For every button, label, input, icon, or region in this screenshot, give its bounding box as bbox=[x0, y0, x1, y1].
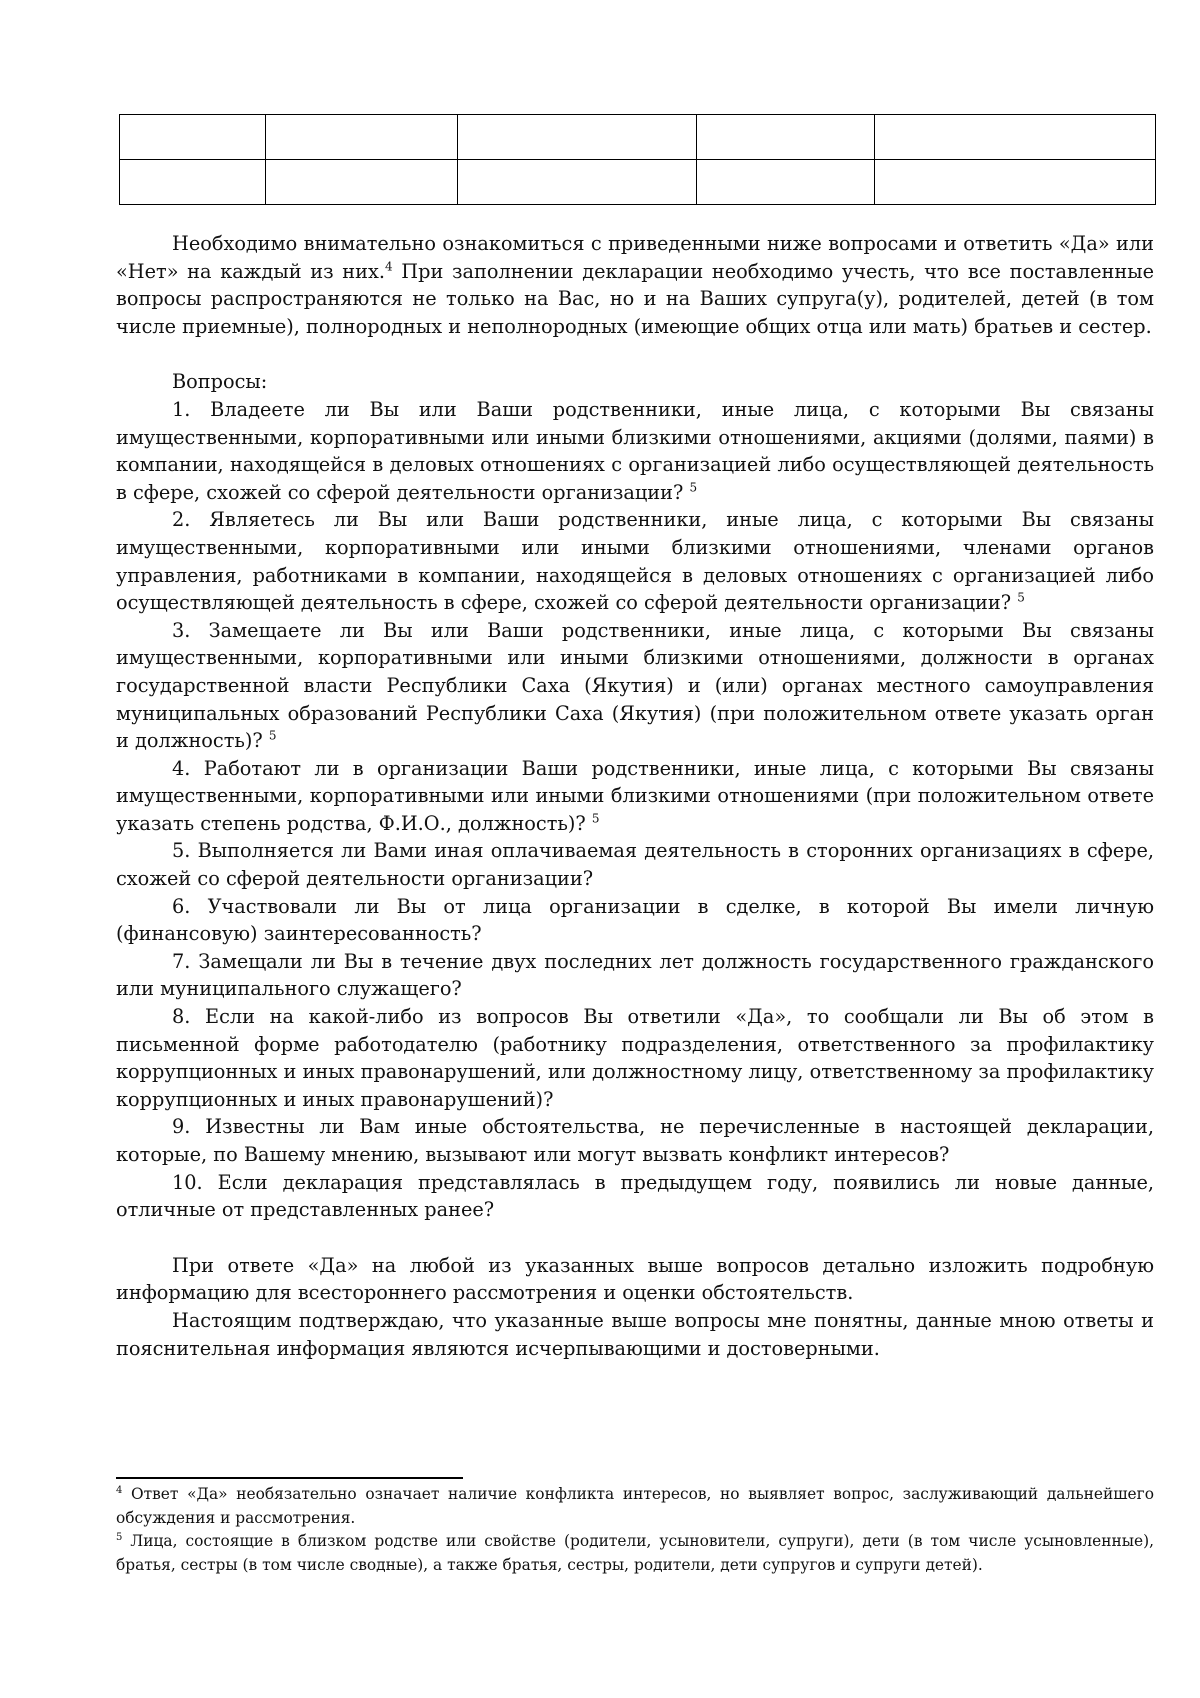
table-cell[interactable] bbox=[266, 160, 458, 205]
question-item bbox=[116, 617, 1154, 755]
intro-text-continued: При заполнении декларации необходимо учесть, что все поставленные вопросы распространяются не только на Вас, но и на Ваших супруга(у), родителей, детей (в том числе приемные), полнородных и неполнородных (имеющие общих отца или мать) братьев и сестер. bbox=[116, 259, 1154, 338]
question-text: 10. Если декларация представлялась в предыдущем году, появились ли новые данные, отличные от представленных ранее? bbox=[116, 1170, 1154, 1222]
table-cell[interactable] bbox=[458, 115, 697, 160]
footnotes bbox=[116, 1483, 1154, 1577]
table-cell[interactable] bbox=[697, 160, 875, 205]
question-text: 4. Работают ли в организации Ваши родственники, иные лица, с которыми Вы связаны имущественными, корпоративными или иными близкими отношениями (при положительном ответе указать степень родства, Ф.И.О., должность)? bbox=[116, 756, 1154, 835]
footnote-mark: 5 bbox=[116, 1531, 123, 1543]
question-item bbox=[116, 755, 1154, 838]
questions-heading: Вопросы: bbox=[172, 370, 268, 394]
table-cell[interactable] bbox=[458, 160, 697, 205]
table-cell[interactable] bbox=[266, 115, 458, 160]
footnote-ref: 5 bbox=[268, 728, 277, 743]
table-cell[interactable] bbox=[120, 115, 266, 160]
footnote-divider bbox=[116, 1477, 463, 1479]
document-body bbox=[116, 230, 1154, 1362]
table-cell[interactable] bbox=[875, 160, 1156, 205]
table-cell[interactable] bbox=[875, 115, 1156, 160]
footnote-item bbox=[116, 1530, 1154, 1577]
question-item bbox=[116, 1003, 1154, 1113]
question-item bbox=[116, 837, 1154, 892]
question-item bbox=[116, 893, 1154, 948]
footnote-ref: 5 bbox=[689, 480, 698, 495]
footnote-ref: 5 bbox=[591, 811, 600, 826]
footnote-ref: 5 bbox=[1017, 590, 1025, 605]
declaration-table bbox=[119, 114, 1156, 205]
table-cell[interactable] bbox=[697, 115, 875, 160]
question-item bbox=[116, 948, 1154, 1003]
table-cell[interactable] bbox=[120, 160, 266, 205]
intro-text: Необходимо внимательно ознакомиться с приведенными ниже вопросами и ответить «Да» или «Нет» на каждый из них. bbox=[116, 232, 1154, 283]
question-text: 7. Замещали ли Вы в течение двух последних лет должность государственного гражданского или муниципального служащего? bbox=[116, 949, 1154, 1001]
footnote-text: Лица, состоящие в близком родстве или свойстве (родители, усыновители, супруги), дети (в том числе усыновленные), братья, сестры (в том числе сводные), а также братья, сестры, родители, дети супругов и супруги детей). bbox=[116, 1532, 1154, 1574]
closing-paragraph: При ответе «Да» на любой из указанных выше вопросов детально изложить подробную информацию для всестороннего рассмотрения и оценки обстоятельств. bbox=[116, 1253, 1154, 1305]
intro-paragraph bbox=[116, 230, 1154, 340]
question-text: 9. Известны ли Вам иные обстоятельства, не перечисленные в настоящей декларации, которые, по Вашему мнению, вызывают или могут вызвать конфликт интересов? bbox=[116, 1115, 1154, 1166]
footnote-mark: 4 bbox=[116, 1484, 123, 1496]
question-item bbox=[116, 1113, 1154, 1168]
confirmation-paragraph: Настоящим подтверждаю, что указанные выше вопросы мне понятны, данные мною ответы и пояснительная информация являются исчерпывающими и достоверными. bbox=[116, 1308, 1154, 1360]
question-item bbox=[116, 506, 1154, 616]
table-row bbox=[120, 160, 1156, 205]
question-text: 1. Владеете ли Вы или Ваши родственники, иные лица, с которыми Вы связаны имущественными, корпоративными или иными близкими отношениями, акциями (долями, паями) в компании, находящейся в деловых отношениях с организацией либо осуществляющей деятельность в сфере, схожей со сферой деятельности организации? bbox=[116, 397, 1154, 504]
question-text: 6. Участвовали ли Вы от лица организации в сделке, в которой Вы имели личную (финансовую) заинтересованность? bbox=[116, 894, 1154, 946]
table-row bbox=[120, 115, 1156, 160]
question-text: 3. Замещаете ли Вы или Ваши родственники, иные лица, с которыми Вы связаны имущественными, корпоративными или иными близкими отношениями, должности в органах государственной власти Республики Саха (Якутия) и (или) органах местного самоуправления муниципальных образований Республики Саха (Якутия) (при положительном ответе указать орган и должность)? bbox=[116, 618, 1154, 753]
question-text: 8. Если на какой-либо из вопросов Вы ответили «Да», то сообщали ли Вы об этом в письменной форме работодателю (работнику подразделения, ответственного за профилактику коррупционных и иных правонарушений, или должностному лицу, ответственному за профилактику коррупционных и иных правонарушений)? bbox=[116, 1005, 1154, 1111]
question-text: 2. Являетесь ли Вы или Ваши родственники, иные лица, с которыми Вы связаны имущественными, корпоративными или иными близкими отношениями, членами органов управления, работниками в компании, находящейся в деловых отношениях с организацией либо осуществляющей деятельность в сфере, схожей со сферой деятельности организации? bbox=[116, 508, 1154, 615]
question-text: 5. Выполняется ли Вами иная оплачиваемая деятельность в сторонних организациях в сфере, схожей со сферой деятельности организации? bbox=[116, 839, 1154, 891]
footnote-text: Ответ «Да» необязательно означает наличие конфликта интересов, но выявляет вопрос, заслуживающий дальнейшего обсуждения и рассмотрения. bbox=[116, 1485, 1154, 1527]
footnote-ref: 4 bbox=[384, 259, 393, 274]
question-item bbox=[116, 1169, 1154, 1224]
footnote-item bbox=[116, 1483, 1154, 1530]
question-item bbox=[116, 396, 1154, 506]
